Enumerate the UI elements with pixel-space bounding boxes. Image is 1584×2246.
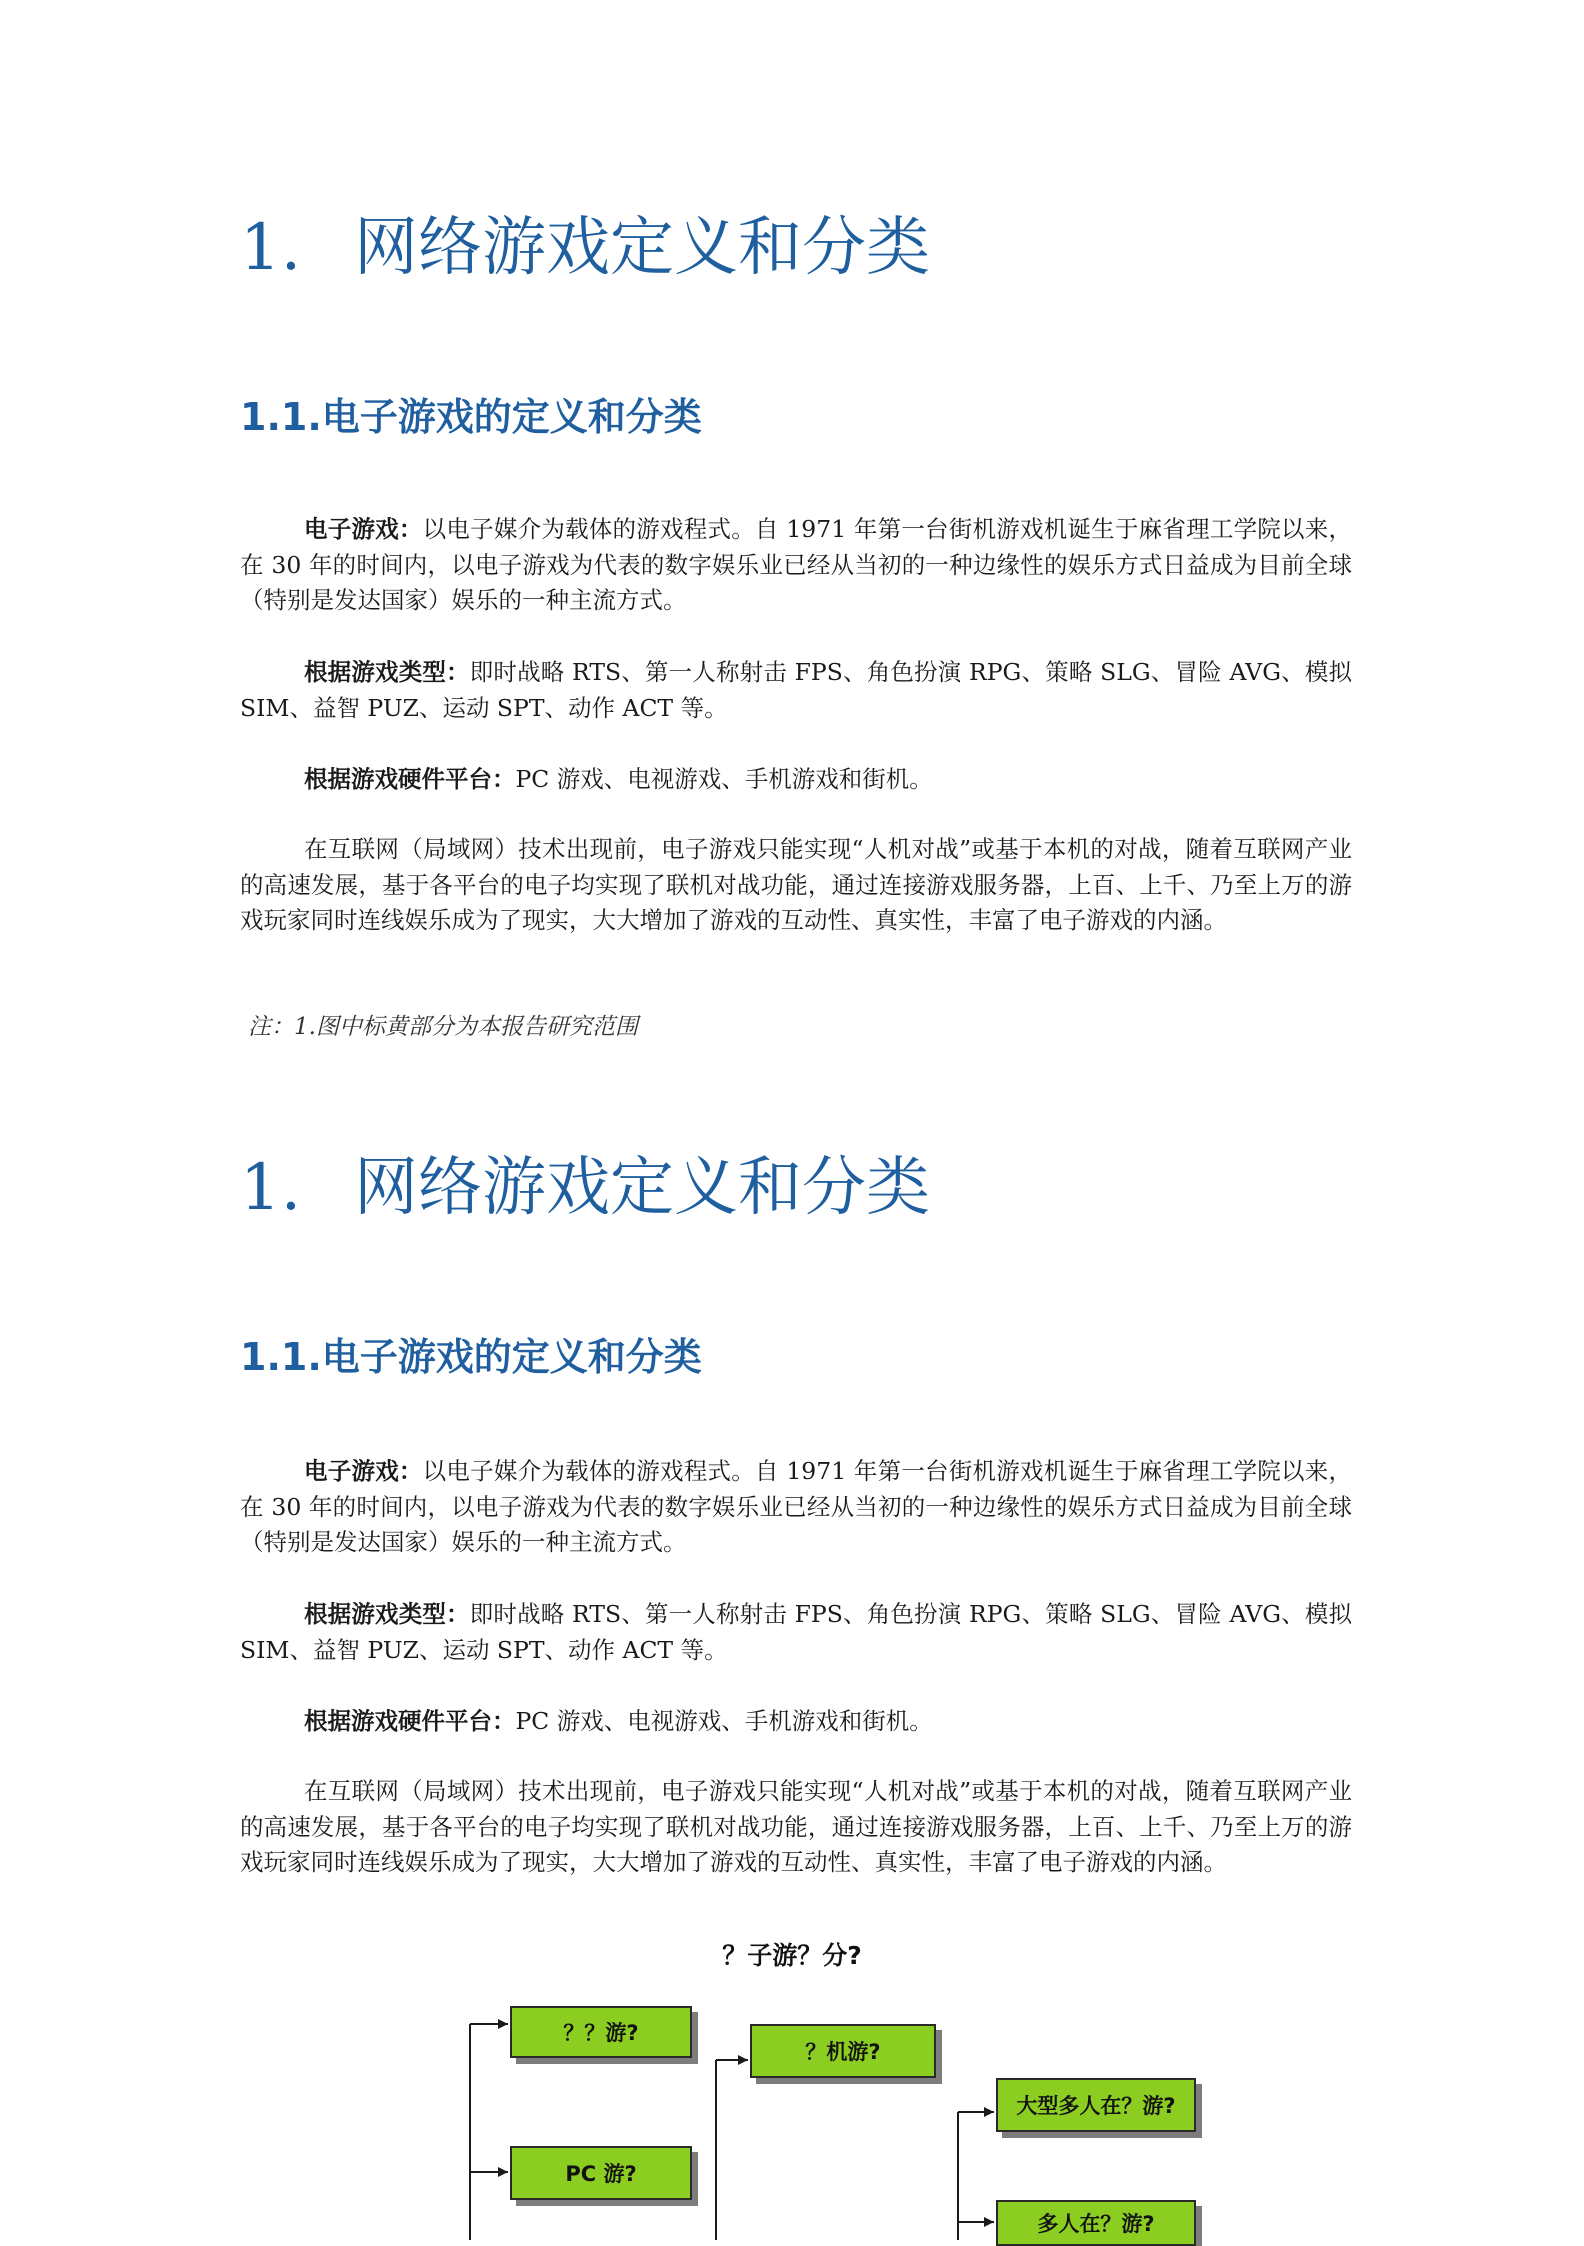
paragraph-game-types: 根据游戏类型：即时战略 RTS、第一人称射击 FPS、角色扮演 RPG、策略 SLG、冒险 AVG、模拟 SIM、益智 PUZ、运动 SPT、动作 ACT 等。: [240, 1600, 1353, 1664]
node-pc-game: PC 游?: [510, 2146, 692, 2200]
paragraph-internet: 在互联网（局域网）技术出现前，电子游戏只能实现“人机对战”或基于本机的对战，随着互联网产业的高速发展，基于各平台的电子均实现了联机对战功能，通过连接游戏服务器，上百、上千、乃至上万的游戏玩家同时连线娱乐成为了现实，大大增加了游戏的互动性、真实性，丰富了电子游戏的内涵。: [240, 835, 1352, 934]
paragraph-platforms: 根据游戏硬件平台：PC 游戏、电视游戏、手机游戏和街机。: [304, 1707, 933, 1735]
node-tv-game: ？？游?: [510, 2006, 692, 2058]
section-heading: 1.1.电子游戏的定义和分类: [240, 1335, 702, 1379]
paragraph-definition: 电子游戏：以电子媒介为载体的游戏程式。自 1971 年第一台街机游戏机诞生于麻省理工学院以来，在 30 年的时间内，以电子游戏为代表的数字娱乐业已经从当初的一种边缘性的娱乐方式日益成为目前全球（特别是发达国家）娱乐的一种主流方式。: [240, 515, 1353, 614]
paragraph-definition: 电子游戏：以电子媒介为载体的游戏程式。自 1971 年第一台街机游戏机诞生于麻省理工学院以来，在 30 年的时间内，以电子游戏为代表的数字娱乐业已经从当初的一种边缘性的娱乐方式日益成为目前全球（特别是发达国家）娱乐的一种主流方式。: [240, 1457, 1353, 1556]
node-multiplayer-online-game: 多人在？游?: [996, 2200, 1196, 2246]
note: 注：1.图中标黄部分为本报告研究范围: [248, 1014, 638, 1040]
page-title: 1. 网络游戏定义和分类: [240, 211, 930, 285]
page-title: 1. 网络游戏定义和分类: [240, 1151, 930, 1225]
diagram-title: ？子游？分?: [722, 1941, 862, 1970]
node-mmo-game: 大型多人在？游?: [996, 2078, 1196, 2132]
paragraph-internet: 在互联网（局域网）技术出现前，电子游戏只能实现“人机对战”或基于本机的对战，随着互联网产业的高速发展，基于各平台的电子均实现了联机对战功能，通过连接游戏服务器，上百、上千、乃至上万的游戏玩家同时连线娱乐成为了现实，大大增加了游戏的互动性、真实性，丰富了电子游戏的内涵。: [240, 1777, 1352, 1876]
node-single-player-game: ？机游?: [750, 2024, 936, 2078]
paragraph-platforms: 根据游戏硬件平台：PC 游戏、电视游戏、手机游戏和街机。: [304, 765, 933, 793]
section-heading: 1.1.电子游戏的定义和分类: [240, 395, 702, 439]
paragraph-game-types: 根据游戏类型：即时战略 RTS、第一人称射击 FPS、角色扮演 RPG、策略 SLG、冒险 AVG、模拟 SIM、益智 PUZ、运动 SPT、动作 ACT 等。: [240, 658, 1353, 722]
